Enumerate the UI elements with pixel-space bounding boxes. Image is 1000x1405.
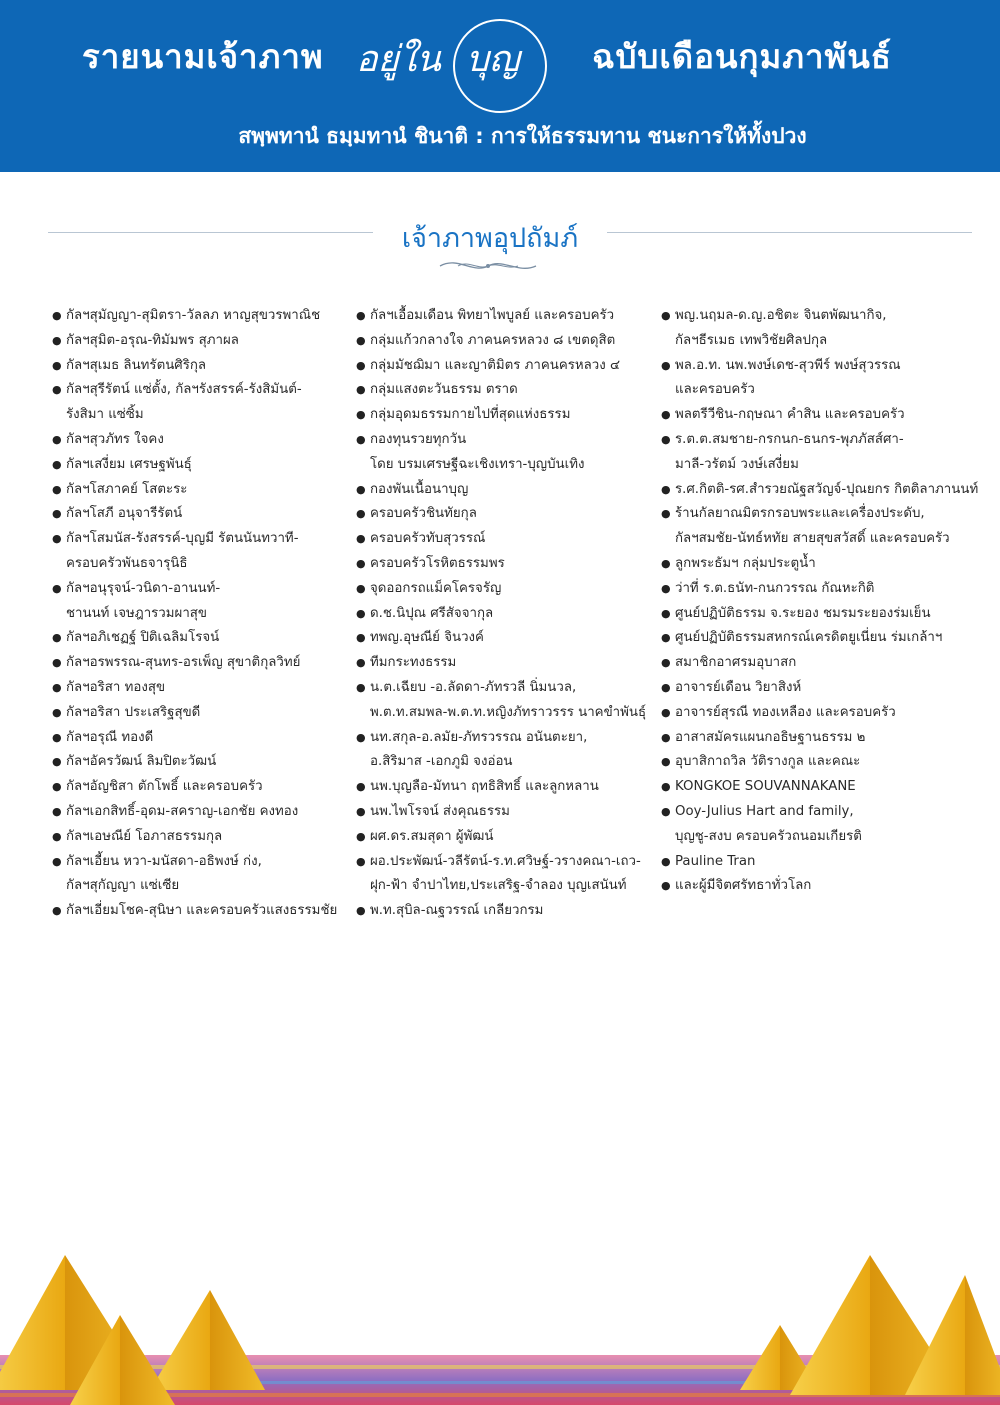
donor-list-item bbox=[52, 750, 352, 775]
donor-name bbox=[370, 676, 656, 726]
title-left: รายนามเจ้าภาพ bbox=[82, 37, 324, 76]
donor-name-line: ฝุก-ฟ้า จำปาไทย,ประเสริฐ-จำลอง บุญเสนันท์ bbox=[370, 878, 627, 894]
donor-name bbox=[675, 750, 961, 775]
bullet-icon: ● bbox=[356, 556, 366, 570]
donor-list-item bbox=[356, 726, 656, 776]
donor-name-line: ด.ช.นิปุณ ศรีสัจจากุล bbox=[370, 605, 494, 621]
donor-name bbox=[370, 850, 656, 900]
donor-name-line: พ.ท.สุบิล-ณฐวรรณ์ เกลียวกรม bbox=[370, 903, 544, 919]
donor-name-line: อ.สิริมาส -เอกภูมิ จงอ่อน bbox=[370, 754, 513, 770]
bullet-icon: ● bbox=[356, 680, 366, 694]
donor-list-item bbox=[661, 651, 961, 676]
donor-list-item bbox=[661, 602, 961, 627]
donor-list-item bbox=[356, 304, 656, 329]
donor-name bbox=[66, 850, 352, 900]
donor-name bbox=[66, 329, 352, 354]
donor-list-item bbox=[356, 329, 656, 354]
donor-name-line: ผอ.ประพัฒน์-วลีรัตน์-ร.ท.ศวิษฐ์-วรางคณา-เถว- bbox=[370, 853, 641, 869]
donor-list-item bbox=[661, 726, 961, 751]
bullet-icon: ● bbox=[356, 383, 366, 397]
donor-name bbox=[675, 552, 961, 577]
donor-name bbox=[66, 701, 352, 726]
donor-list-item bbox=[52, 428, 352, 453]
bullet-icon: ● bbox=[52, 755, 62, 769]
donor-list-item bbox=[661, 676, 961, 701]
donor-name bbox=[66, 626, 352, 651]
donor-name-line: มาลี-วรัตม์ วงษ์เสงี่ยม bbox=[675, 456, 799, 472]
bullet-icon: ● bbox=[661, 556, 671, 570]
donor-name bbox=[675, 676, 961, 701]
bullet-icon: ● bbox=[356, 432, 366, 446]
donor-name bbox=[66, 726, 352, 751]
donor-name bbox=[66, 453, 352, 478]
donor-name-line: Pauline Tran bbox=[675, 853, 756, 869]
donor-list-item bbox=[661, 775, 961, 800]
donor-name bbox=[675, 502, 961, 552]
donor-list-item bbox=[661, 552, 961, 577]
bullet-icon: ● bbox=[52, 333, 62, 347]
bullet-icon: ● bbox=[661, 507, 671, 521]
logo-text-part2: บุญ bbox=[466, 39, 520, 80]
donor-name bbox=[370, 403, 656, 428]
header-banner bbox=[0, 0, 1000, 172]
donor-name bbox=[370, 552, 656, 577]
donor-name bbox=[66, 775, 352, 800]
donor-name-line: พล.อ.ท. นพ.พงษ์เดช-สุวพีร์ พงษ์สุวรรณ bbox=[675, 357, 901, 373]
donor-name-line: พ.ต.ท.สมพล-พ.ต.ท.หญิงภัทราวรรร นาคขำพันธุ์ bbox=[370, 704, 647, 720]
donor-name bbox=[370, 329, 656, 354]
bullet-icon: ● bbox=[52, 780, 62, 794]
donor-name-line: กัลฯสุมัญญา-สุมิตรา-วัลลภ หาญสุขวรพาณิช bbox=[66, 308, 321, 323]
bullet-icon: ● bbox=[661, 755, 671, 769]
donor-name bbox=[675, 577, 961, 602]
donor-name bbox=[370, 800, 656, 825]
donor-name bbox=[370, 577, 656, 602]
donor-list-item bbox=[661, 800, 961, 850]
donor-list-item bbox=[52, 502, 352, 527]
logo bbox=[348, 14, 563, 114]
donor-name-line: ชานนท์ เจษฎารวมผาสุข bbox=[66, 605, 207, 621]
bullet-icon: ● bbox=[52, 581, 62, 595]
donor-name-line: ทพญ.อุษณีย์ จินวงค์ bbox=[370, 630, 484, 646]
donor-list-item bbox=[356, 775, 656, 800]
donor-name bbox=[370, 825, 656, 850]
bullet-icon: ● bbox=[356, 854, 366, 868]
bullet-icon: ● bbox=[661, 680, 671, 694]
bullet-icon: ● bbox=[52, 904, 62, 918]
bullet-icon: ● bbox=[661, 581, 671, 595]
donor-name-line: และครอบครัว bbox=[675, 382, 755, 398]
bullet-icon: ● bbox=[661, 358, 671, 372]
donor-list-item bbox=[52, 453, 352, 478]
donor-name bbox=[370, 354, 656, 379]
donor-name bbox=[675, 304, 961, 354]
subtitle: สพฺพทานํ ธมฺมทานํ ชินาติ : การให้ธรรมทาน ชนะการให้ทั้งปวง bbox=[238, 124, 807, 148]
donor-list-item bbox=[356, 403, 656, 428]
bullet-icon: ● bbox=[52, 680, 62, 694]
donor-name bbox=[66, 651, 352, 676]
bullet-icon: ● bbox=[52, 656, 62, 670]
bullet-icon: ● bbox=[356, 333, 366, 347]
donor-name-line: ร้านกัลยาณมิตรกรอบพระและเครื่องประดับ, bbox=[675, 506, 925, 522]
donor-name-line: อาสาสมัครแผนกอธิษฐานธรรม ๒ bbox=[675, 729, 866, 745]
donor-name bbox=[66, 750, 352, 775]
donor-name bbox=[675, 701, 961, 726]
donor-name-line: ร.ต.ต.สมชาย-กรกนก-ธนกร-พุภภัสส์ศา- bbox=[675, 431, 904, 447]
donor-name bbox=[675, 602, 961, 627]
donor-name-line: กัลฯเอี้ยน หวา-มนัสดา-อธิพงษ์ ก่ง, bbox=[66, 853, 262, 869]
donor-name bbox=[66, 577, 352, 627]
donor-name-line: ว่าที่ ร.ต.ธนัท-กนกวรรณ กัณหะกิติ bbox=[675, 580, 875, 596]
donor-name-line: กลุ่มแสงตะวันธรรม ตราด bbox=[370, 382, 518, 398]
donor-list-item bbox=[52, 899, 352, 924]
donor-list-item bbox=[356, 602, 656, 627]
bullet-icon: ● bbox=[52, 432, 62, 446]
donor-name bbox=[675, 874, 961, 899]
donor-name-line: กัลฯอริสา ทองสุข bbox=[66, 679, 166, 695]
donor-name bbox=[370, 378, 656, 403]
donor-name-line: ครอบครัวโรหิตธรรมพร bbox=[370, 555, 505, 571]
bullet-icon: ● bbox=[52, 309, 62, 322]
donor-name-line: กองพันเนื้อนาบุญ bbox=[370, 481, 469, 497]
donor-name bbox=[66, 354, 352, 379]
donor-list-item bbox=[52, 329, 352, 354]
donor-name-line: ศูนย์ปฏิบัติธรรมสหกรณ์เครดิตยูเนี่ยน ร่มเกล้าฯ bbox=[675, 630, 943, 646]
donor-name bbox=[370, 651, 656, 676]
donor-list-item bbox=[661, 478, 979, 503]
donor-list-item bbox=[52, 775, 352, 800]
donor-name bbox=[370, 899, 656, 924]
donor-name-line: ครอบครัวชินทัยกุล bbox=[370, 506, 477, 522]
donor-name-line: กัลฯโสมนัส-รังสรรค์-บุญมี รัตนนันทวาที- bbox=[66, 531, 299, 547]
donor-name-line: ลูกพระธัมฯ กลุ่มประตูน้ำ bbox=[675, 555, 816, 571]
donor-name-line: ครอบครัวทับสุวรรณ์ bbox=[370, 531, 486, 547]
donor-list-item bbox=[356, 502, 656, 527]
bullet-icon: ● bbox=[356, 780, 366, 794]
donor-list-item bbox=[356, 651, 656, 676]
donor-name bbox=[370, 775, 656, 800]
donor-column-2 bbox=[356, 304, 656, 924]
donor-name-line: ครอบครัวพันธจารุนิธิ bbox=[66, 555, 188, 571]
donor-name bbox=[675, 651, 961, 676]
donor-name-line: กัลฯโสภาคย์ โสตะระ bbox=[66, 481, 188, 497]
donor-name-line: กัลฯเอี่ยมโชค-สุนิษา และครอบครัวแสงธรรมชัย bbox=[66, 903, 338, 919]
donor-list-item bbox=[661, 626, 961, 651]
bullet-icon: ● bbox=[356, 904, 366, 918]
donor-name bbox=[675, 626, 961, 651]
donor-name-line: Ooy-Julius Hart and family, bbox=[675, 803, 854, 819]
donor-list-item bbox=[52, 800, 352, 825]
donor-name bbox=[66, 304, 352, 329]
bullet-icon: ● bbox=[356, 309, 366, 322]
bullet-icon: ● bbox=[356, 804, 366, 818]
bullet-icon: ● bbox=[356, 507, 366, 521]
donor-list-item bbox=[52, 701, 352, 726]
donor-name-line: กัลฯโสภี อนุจารีรัตน์ bbox=[66, 506, 183, 522]
bullet-icon: ● bbox=[661, 804, 671, 818]
donor-list-item bbox=[356, 577, 656, 602]
donor-name bbox=[675, 726, 961, 751]
divider-left bbox=[48, 232, 373, 233]
donor-name bbox=[370, 478, 656, 503]
donor-name bbox=[66, 676, 352, 701]
donor-name-line: กลุ่มแก้วกลางใจ ภาคนครหลวง ๘ เขตดุสิต bbox=[370, 332, 616, 348]
bullet-icon: ● bbox=[356, 829, 366, 843]
donor-name-line: โดย บรมเศรษฐีฉะเชิงเทรา-บุญบันเทิง bbox=[370, 456, 585, 472]
donor-name-line: กัลฯสุมิต-อรุณ-ทิมัมพร สุภาผล bbox=[66, 332, 239, 348]
donor-name-line: กัลฯสุกัญญา แซ่เซีย bbox=[66, 878, 180, 894]
donor-list-item bbox=[661, 428, 961, 478]
donor-name bbox=[66, 502, 352, 527]
bullet-icon: ● bbox=[661, 705, 671, 719]
section-title: เจ้าภาพอุปถัมภ์ bbox=[401, 223, 579, 254]
donor-name-line: กลุ่มอุดมธรรมกายไปที่สุดแห่งธรรม bbox=[370, 407, 571, 423]
donor-name-line: จุดออกรถแม็คโครจรัญ bbox=[370, 580, 502, 596]
donor-name bbox=[675, 403, 961, 428]
bullet-icon: ● bbox=[52, 383, 62, 397]
divider-right bbox=[607, 232, 972, 233]
section-heading bbox=[0, 214, 1000, 274]
donor-list-item bbox=[356, 552, 656, 577]
donor-name-line: นพ.ไพโรจน์ ส่งคุณธรรม bbox=[370, 803, 510, 819]
donor-list-item bbox=[52, 378, 352, 428]
footer-pyramids-illustration bbox=[0, 1215, 1000, 1405]
bullet-icon: ● bbox=[52, 829, 62, 843]
bullet-icon: ● bbox=[52, 457, 62, 471]
bullet-icon: ● bbox=[661, 730, 671, 744]
donor-name bbox=[675, 775, 961, 800]
bullet-icon: ● bbox=[661, 309, 671, 322]
donor-list-item bbox=[356, 478, 656, 503]
donor-list-item bbox=[661, 577, 961, 602]
donor-name-line: บุญชู-สงบ ครอบครัวถนอมเกียรติ bbox=[675, 828, 862, 844]
donor-name-line: ทีมกระทงธรรม bbox=[370, 655, 457, 671]
donor-name-line: กัลฯเอกสิทธิ์-อุดม-สคราญ-เอกชัย คงทอง bbox=[66, 803, 299, 819]
bullet-icon: ● bbox=[661, 432, 671, 446]
bullet-icon: ● bbox=[661, 854, 671, 868]
bullet-icon: ● bbox=[661, 408, 671, 422]
bullet-icon: ● bbox=[52, 854, 62, 868]
donor-name-line: กัลฯเอื้อมเดือน พิทยาไพบูลย์ และครอบครัว bbox=[370, 308, 615, 323]
bullet-icon: ● bbox=[356, 358, 366, 372]
bullet-icon: ● bbox=[661, 606, 671, 620]
donor-name-line: อาจารย์สุรณี ทองเหลือง และครอบครัว bbox=[675, 704, 896, 720]
donor-name-line: นพ.บุญลือ-มัทนา ฤทธิสิทธิ์ และลูกหลาน bbox=[370, 779, 599, 795]
donor-column-3 bbox=[661, 304, 979, 899]
donor-name-line: กัลฯอัครวัฒน์ ลิมปิตะวัฒน์ bbox=[66, 754, 217, 770]
donor-name bbox=[370, 304, 656, 329]
bullet-icon: ● bbox=[52, 705, 62, 719]
donor-list-item bbox=[52, 304, 352, 329]
donor-list-item bbox=[52, 478, 352, 503]
bullet-icon: ● bbox=[52, 358, 62, 372]
bullet-icon: ● bbox=[356, 606, 366, 620]
donor-name-line: สมาชิกอาศรมอุบาสก bbox=[675, 655, 797, 671]
title-right: ฉบับเดือนกุมภาพันธ์ bbox=[592, 37, 892, 76]
donor-name bbox=[66, 378, 352, 428]
donor-name bbox=[370, 602, 656, 627]
donor-name-line: กัลฯธีรเมธ เทพวิชัยศิลปกุล bbox=[675, 332, 828, 348]
donor-name-line: อุบาสิกาถวิล วัติรางกูล และคณะ bbox=[675, 754, 861, 770]
donor-name bbox=[370, 502, 656, 527]
donor-name-line: กลุ่มมัชฌิมา และญาติมิตร ภาคนครหลวง ๔ bbox=[370, 357, 621, 373]
donor-name bbox=[370, 527, 656, 552]
donor-list-item bbox=[356, 899, 656, 924]
bullet-icon: ● bbox=[52, 482, 62, 496]
donor-name-line: กัลฯเสงี่ยม เศรษฐพันธุ์ bbox=[66, 456, 192, 472]
donor-name-line: กัลฯอริสา ประเสริฐสุขดี bbox=[66, 704, 201, 720]
donor-name bbox=[370, 428, 656, 478]
bullet-icon: ● bbox=[661, 879, 671, 893]
donor-name-line: พญ.นฤมล-ด.ญ.อชิตะ จินตพัฒนากิจ, bbox=[675, 308, 887, 323]
bullet-icon: ● bbox=[356, 482, 366, 496]
ornament-flourish-icon bbox=[438, 256, 538, 276]
donor-name bbox=[66, 527, 352, 577]
donor-list-item bbox=[52, 676, 352, 701]
donor-list-item bbox=[661, 850, 961, 875]
bullet-icon: ● bbox=[52, 532, 62, 546]
donor-name-line: KONGKOE SOUVANNAKANE bbox=[675, 779, 856, 795]
bullet-icon: ● bbox=[661, 631, 671, 645]
bullet-icon: ● bbox=[356, 730, 366, 744]
donor-list-item bbox=[52, 354, 352, 379]
donor-name bbox=[66, 800, 352, 825]
logo-text-part1: อยู่ใน bbox=[356, 39, 441, 80]
donor-list-item bbox=[356, 428, 656, 478]
donor-list-item bbox=[661, 701, 961, 726]
donor-name-line: กัลฯเอษณีย์ โอภาสธรรมกุล bbox=[66, 828, 223, 844]
bullet-icon: ● bbox=[52, 507, 62, 521]
donor-name bbox=[675, 478, 978, 503]
bullet-icon: ● bbox=[356, 631, 366, 645]
bullet-icon: ● bbox=[52, 730, 62, 744]
donor-name-line: กัลฯสุเมธ ลินทรัตนศิริกุล bbox=[66, 357, 207, 373]
donor-name-line: ผศ.ดร.สมสุดา ผู้พัฒน์ bbox=[370, 828, 494, 844]
bullet-icon: ● bbox=[356, 656, 366, 670]
donor-list-item bbox=[661, 354, 961, 404]
donor-list-item bbox=[356, 825, 656, 850]
bullet-icon: ● bbox=[52, 631, 62, 645]
donor-name-line: ร.ศ.กิตติ-รศ.สำรวยณัฐสวัญจ์-ปุณยกร กิตติลาภานนท์ bbox=[675, 481, 979, 497]
donor-name-line: กัลฯอภิเชฏฐ์ ปิติเฉลิมโรจน์ bbox=[66, 630, 220, 646]
donor-list-item bbox=[52, 850, 352, 900]
donor-list-item bbox=[356, 850, 656, 900]
donor-list-item bbox=[52, 527, 352, 577]
donor-name bbox=[370, 726, 656, 776]
donor-list-item bbox=[52, 651, 352, 676]
bullet-icon: ● bbox=[356, 532, 366, 546]
donor-name bbox=[675, 354, 961, 404]
bullet-icon: ● bbox=[356, 408, 366, 422]
donor-name bbox=[66, 478, 352, 503]
donor-list-item bbox=[661, 304, 961, 354]
donor-name bbox=[66, 428, 352, 453]
donor-name bbox=[675, 800, 961, 850]
donor-list-item bbox=[52, 726, 352, 751]
donor-name-line: กัลฯอรพรรณ-สุนทร-อรเพ็ญ สุขาติกุลวิทย์ bbox=[66, 655, 301, 671]
bullet-icon: ● bbox=[356, 581, 366, 595]
donor-list-item bbox=[356, 527, 656, 552]
donor-name-line: กองทุนรวยทุกวัน bbox=[370, 431, 467, 447]
donor-name-line: และผู้มีจิตศรัทธาทั่วโลก bbox=[675, 878, 812, 894]
donor-list-item bbox=[356, 800, 656, 825]
donor-name-line: กัลฯอนุรุจน์-วนิดา-อานนท์- bbox=[66, 580, 221, 596]
bullet-icon: ● bbox=[661, 656, 671, 670]
donor-list-item bbox=[52, 577, 352, 627]
donor-name bbox=[675, 428, 961, 478]
donor-list-item bbox=[661, 403, 961, 428]
donor-name-line: กัลฯอัญชิสา ตักโพธิ์ และครอบครัว bbox=[66, 779, 263, 795]
donor-list-item bbox=[52, 626, 352, 651]
donor-list-item bbox=[661, 874, 961, 899]
bullet-icon: ● bbox=[661, 482, 671, 496]
donor-name-line: น.ต.เฉียบ -อ.ลัดดา-ภัทรวลี นิ่มนวล, bbox=[370, 679, 577, 695]
donor-list-item bbox=[661, 750, 961, 775]
donor-list-item bbox=[52, 825, 352, 850]
bullet-icon: ● bbox=[52, 804, 62, 818]
donor-name-line: ศูนย์ปฏิบัติธรรม จ.ระยอง ชมรมระยองร่มเย็น bbox=[675, 605, 931, 621]
donor-name-line: นท.สกุล-อ.ลมัย-ภัทรวรรณ อนันตะยา, bbox=[370, 729, 588, 745]
donor-name-line: รังสิมา แซ่ซิ้ม bbox=[66, 407, 144, 423]
donor-name bbox=[66, 899, 352, 924]
bullet-icon: ● bbox=[661, 780, 671, 794]
donor-name-line: อาจารย์เดือน วิยาสิงห์ bbox=[675, 679, 802, 695]
donor-list-item bbox=[356, 354, 656, 379]
donor-list-item bbox=[356, 378, 656, 403]
donor-name bbox=[675, 850, 961, 875]
donor-name-line: พลตรีวีชิน-กฤษณา คำสิน และครอบครัว bbox=[675, 407, 905, 423]
donor-list-item bbox=[356, 676, 656, 726]
donor-name bbox=[66, 825, 352, 850]
donor-name bbox=[370, 626, 656, 651]
donor-name-line: กัลฯสมชัย-นัทธ์หทัย สายสุขสวัสดิ์ และครอบครัว bbox=[675, 531, 950, 547]
donor-name-line: กัลฯสุวภัทร ใจคง bbox=[66, 431, 164, 447]
donor-list-item bbox=[356, 626, 656, 651]
donor-name-line: กัลฯอรุณี ทองดี bbox=[66, 729, 154, 745]
donor-column-1 bbox=[52, 304, 352, 924]
donor-list-item bbox=[661, 502, 961, 552]
donor-name-line: กัลฯสุรีรัตน์ แซ่ตั้ง, กัลฯรังสรรค์-รังสิมันต์- bbox=[66, 382, 302, 398]
